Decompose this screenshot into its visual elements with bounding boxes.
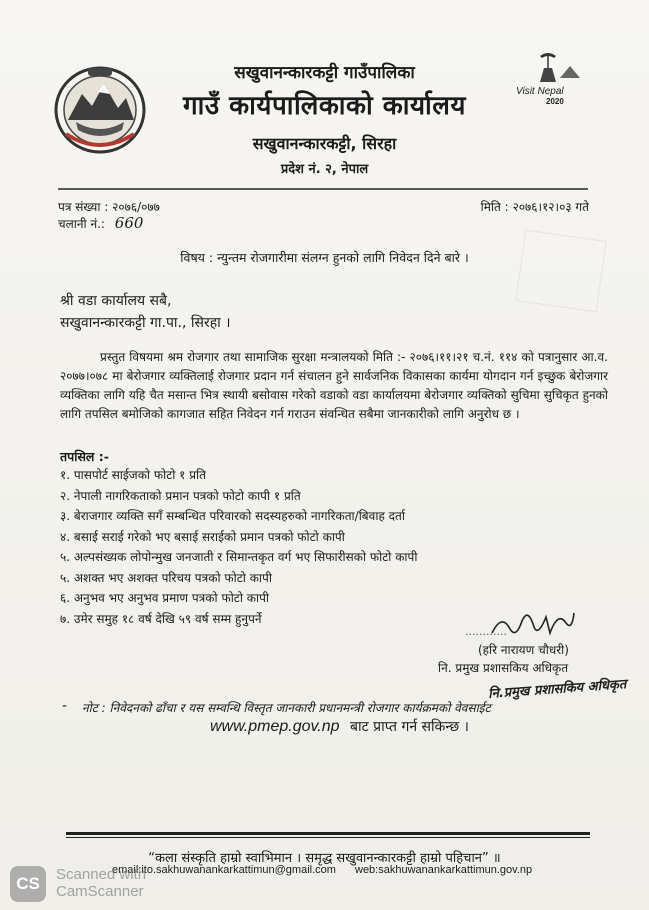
recipient-line-1: श्री वडा कार्यालय सबै, <box>60 293 172 309</box>
official-stamp: नि.प्रमुख प्रशासकिय अधिकृत <box>487 677 627 702</box>
dispatch-label: चलानी नं.: <box>58 217 105 231</box>
ref-value: २०७६/०७७ <box>112 200 160 214</box>
reference-number <box>58 198 160 215</box>
list-item: ५. अल्पसंख्यक लोपोन्मुख जनजाती र सिमान्तकृत वर्ग भए सिफारीसको फोटो कापी <box>60 550 418 564</box>
website-link[interactable]: www.pmep.gov.np <box>210 718 340 735</box>
website-line <box>210 717 469 736</box>
visit-nepal-text: Visit Nepal <box>516 86 564 97</box>
recipient-line-2: सखुवानन्कारकट्टी गा.पा., सिरहा । <box>60 315 231 331</box>
subject-line: विषय : न्युन्तम रोजगारीमा संलग्न हुनको लागि निवेदन दिने बारे । <box>180 250 469 265</box>
watermark-line-2: CamScanner <box>56 883 144 900</box>
watermark-line-1: Scanned with <box>56 866 147 883</box>
recipient-block <box>60 290 231 334</box>
footer-contact <box>112 864 548 876</box>
footer-motto: “कला संस्कृति हाम्रो स्वाभिमान । समृद्ध सखुवानन्कारकट्टी हाम्रो पहिचान” ॥ <box>148 851 501 866</box>
annex-list <box>60 465 417 629</box>
list-item: ७. उमेर समुह १८ वर्ष देखि ५९ वर्ष सम्म हुनुपर्ने <box>60 611 262 626</box>
footer-divider-thin <box>66 837 590 838</box>
signatory-title: नि. प्रमुख प्रशासकिय अधिकृत <box>438 661 569 675</box>
letter-date <box>481 198 589 215</box>
annex-title: तपसिल :- <box>60 449 109 464</box>
website-suffix: बाट प्राप्त गर्न सकिन्छ । <box>350 719 469 735</box>
signature-dots: ............ <box>465 625 507 638</box>
camscanner-watermark <box>56 866 146 900</box>
footer-email[interactable]: email:ito.sakhuwanankarkattimun@gmail.com <box>112 864 336 876</box>
list-item: ३. बेराजगार व्यक्ति सगँ सम्बन्धित परिवारको सदस्यहरुको नागरिकता/बिवाह दर्ता <box>60 509 405 523</box>
visit-nepal-year: 2020 <box>546 97 564 106</box>
signatory-name: (हरि नारायण चौधरी) <box>478 643 569 657</box>
camscanner-logo-icon: CS <box>10 866 46 902</box>
dispatch-number <box>58 214 143 232</box>
body-paragraph: प्रस्तुत विषयमा श्रम रोजगार तथा सामाजिक सुरक्षा मन्त्रालयको मिति :- २०७६।११।२१ च.नं. ११४ को पत्रानुसार आ.व. २०७७।०७८ मा बेरोजगार व्यक्तिलाई रोजगार प्रदान गर्न संचालन हुने सार्वजनिक विकासका कार्यमा योगदान गर्न इच्छुक बेरोजगार व्यक्तिका लागि यहि चैत मसान्त भित्र स्थायी बसोवास गरेको वडाको वडा कार्यालयमा बेरोजगार व्यक्तिको सुचिमा सुचिकृत हुनको लागि तपसिल बमोजिको कागजात सहित निवेदन गर्न गराउन संवन्धित सबैमा जानकारीको लागि अनुरोध छ । <box>60 350 608 421</box>
province-line: प्रदेश नं. २, नेपाल <box>280 162 369 177</box>
header-divider <box>58 188 588 190</box>
office-title: गाउँ कार्यपालिकाको कार्यालय <box>183 91 466 121</box>
list-item: २. नेपाली नागरिकताको प्रमान पत्रको फोटो कापी १ प्रति <box>60 488 301 503</box>
office-address: सखुवानन्कारकट्टी, सिरहा <box>252 134 397 153</box>
list-item: ४. बसाई सराई गरेको भए बसाई सराईको प्रमान पत्रको फोटो कापी <box>60 529 345 544</box>
faint-stamp-ghost <box>515 230 606 313</box>
ref-label: पत्र संख्या : <box>58 200 109 214</box>
list-item: ५. अशक्त भए अशक्त परिचय पत्रको फोटो कापी <box>60 570 272 585</box>
note-text: नोट : निवेदनको ढाँचा र यस सम्वन्धि विस्तृत जानकारी प्रधानमन्त्री रोजगार कार्यक्रमको वेवसाईट <box>82 701 491 715</box>
municipality-name: सखुवानन्कारकट्टी गाउँपालिका <box>234 63 415 83</box>
note-marker: - <box>62 698 68 714</box>
footer-divider <box>66 832 590 835</box>
dispatch-value: 660 <box>114 214 144 232</box>
date-value: २०७६।१२।०३ गते <box>512 200 589 214</box>
list-item: ६. अनुभव भए अनुभव प्रमाण पत्रको फोटो कापी <box>60 591 270 605</box>
footer-website[interactable]: web:sakhuwanankarkattimun.gov.np <box>355 864 533 876</box>
date-label: मिति : <box>480 200 509 214</box>
list-item: १. पासपोर्ट साईजको फोटो १ प्रति <box>60 468 207 482</box>
